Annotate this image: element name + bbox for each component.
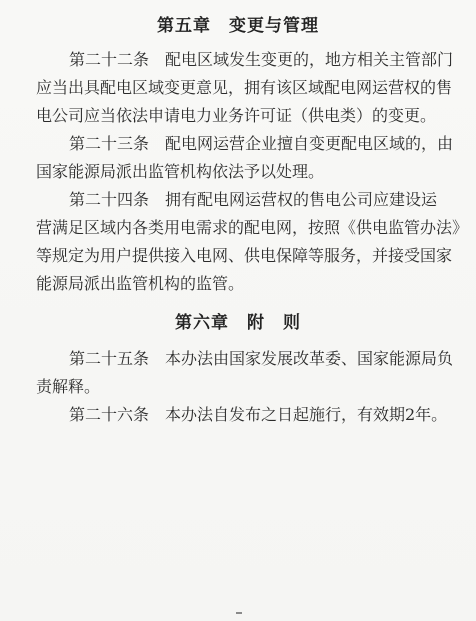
article-25-line-2: 责解释。 bbox=[36, 377, 101, 396]
article-22-line-3: 电公司应当依法申请电力业务许可证（供电类）的变更。 bbox=[36, 106, 437, 125]
page-number-mark bbox=[236, 612, 242, 614]
article-25-line-1: 第二十五条 本办法由国家发展改革委、国家能源局负 bbox=[69, 349, 454, 368]
article-22-line-1: 第二十二条 配电区域发生变更的，地方相关主管部门 bbox=[69, 50, 454, 69]
article-24-line-1: 第二十四条 拥有配电网运营权的售电公司应建设运 bbox=[69, 190, 438, 209]
article-24-line-2: 营满足区域内各类用电需求的配电网，按照《供电监管办法》 bbox=[36, 218, 469, 237]
chapter-5-title: 第五章 变更与管理 bbox=[157, 16, 319, 36]
article-26-line-1: 第二十六条 本办法自发布之日起施行，有效期2年。 bbox=[69, 405, 448, 424]
chapter-6-title: 第六章 附 则 bbox=[175, 313, 301, 333]
article-24-line-3: 等规定为用户提供接入电网、供电保障等服务，并接受国家 bbox=[36, 246, 453, 265]
article-23-line-1: 第二十三条 配电网运营企业擅自变更配电区域的，由 bbox=[69, 134, 454, 153]
article-24-line-4: 能源局派出监管机构的监管。 bbox=[36, 274, 245, 293]
article-23-line-2: 国家能源局派出监管机构依法予以处理。 bbox=[36, 162, 325, 181]
article-22-line-2: 应当出具配电区域变更意见，拥有该区域配电网运营权的售 bbox=[36, 78, 453, 97]
